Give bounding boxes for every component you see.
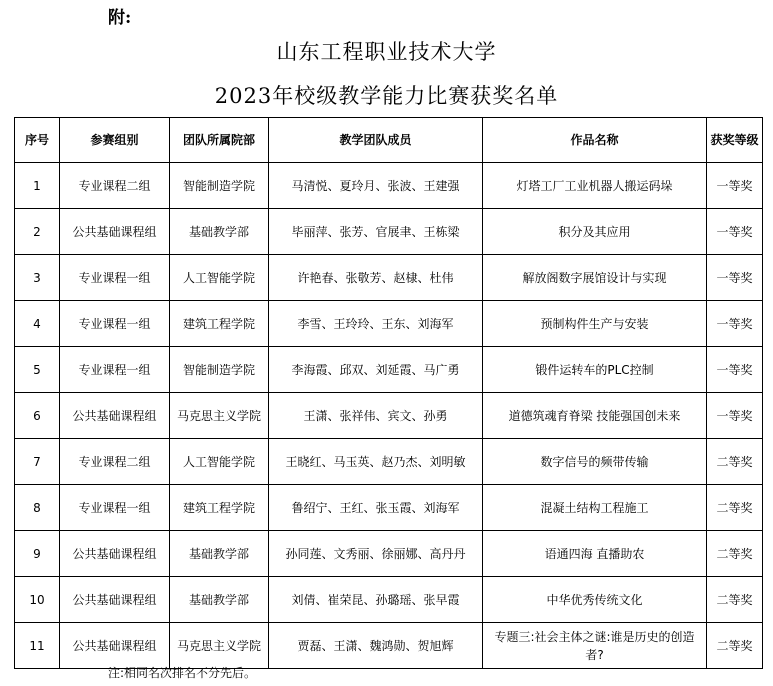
table-row [15, 393, 763, 439]
cell-department: 基础教学部 [170, 531, 269, 577]
cell-members: 鲁绍宁、王红、张玉霞、刘海军 [269, 485, 483, 531]
cell-index: 6 [15, 393, 60, 439]
table-row [15, 485, 763, 531]
table-row [15, 255, 763, 301]
cell-work-title: 语通四海 直播助农 [483, 531, 707, 577]
table-row [15, 347, 763, 393]
cell-index: 10 [15, 577, 60, 623]
cell-group: 专业课程一组 [60, 255, 170, 301]
cell-group: 专业课程一组 [60, 301, 170, 347]
header-group: 参赛组别 [60, 118, 170, 163]
appendix-label: 附: [108, 8, 132, 28]
cell-members: 毕丽萍、张芳、官展聿、王栋梁 [269, 209, 483, 255]
cell-work-title: 锻件运转车的PLC控制 [483, 347, 707, 393]
cell-award-level: 二等奖 [707, 623, 763, 669]
cell-group: 公共基础课程组 [60, 577, 170, 623]
table-row [15, 623, 763, 669]
table-row [15, 209, 763, 255]
cell-members: 贾磊、王潇、魏鸿勋、贺旭辉 [269, 623, 483, 669]
cell-department: 智能制造学院 [170, 347, 269, 393]
cell-department: 人工智能学院 [170, 439, 269, 485]
cell-award-level: 二等奖 [707, 485, 763, 531]
header-work-title: 作品名称 [483, 118, 707, 163]
cell-work-title: 中华优秀传统文化 [483, 577, 707, 623]
list-title: 2023年校级教学能力比赛获奖名单 [214, 84, 559, 108]
cell-department: 人工智能学院 [170, 255, 269, 301]
header-index: 序号 [15, 118, 60, 163]
cell-index: 11 [15, 623, 60, 669]
university-title: 山东工程职业技术大学 [276, 40, 497, 64]
cell-group: 专业课程一组 [60, 485, 170, 531]
cell-group: 公共基础课程组 [60, 393, 170, 439]
cell-award-level: 二等奖 [707, 531, 763, 577]
cell-award-level: 一等奖 [707, 393, 763, 439]
cell-award-level: 一等奖 [707, 255, 763, 301]
cell-index: 7 [15, 439, 60, 485]
cell-department: 基础教学部 [170, 577, 269, 623]
cell-group: 公共基础课程组 [60, 209, 170, 255]
cell-group: 专业课程一组 [60, 347, 170, 393]
table-row [15, 163, 763, 209]
cell-index: 4 [15, 301, 60, 347]
cell-award-level: 一等奖 [707, 163, 763, 209]
cell-members: 王晓红、马玉英、赵乃杰、刘明敏 [269, 439, 483, 485]
cell-work-title: 混凝土结构工程施工 [483, 485, 707, 531]
cell-work-title: 道德筑魂育脊梁 技能强国创未来 [483, 393, 707, 439]
cell-members: 刘倩、崔荣昆、孙璐瑶、张早霞 [269, 577, 483, 623]
cell-index: 2 [15, 209, 60, 255]
table-row [15, 439, 763, 485]
cell-department: 基础教学部 [170, 209, 269, 255]
cell-award-level: 二等奖 [707, 439, 763, 485]
cell-index: 3 [15, 255, 60, 301]
cell-department: 智能制造学院 [170, 163, 269, 209]
cell-award-level: 一等奖 [707, 347, 763, 393]
cell-department: 马克思主义学院 [170, 623, 269, 669]
cell-group: 专业课程二组 [60, 163, 170, 209]
cell-index: 8 [15, 485, 60, 531]
cell-award-level: 一等奖 [707, 209, 763, 255]
cell-department: 建筑工程学院 [170, 301, 269, 347]
header-department: 团队所属院部 [170, 118, 269, 163]
cell-index: 1 [15, 163, 60, 209]
table-header [15, 118, 763, 163]
cell-award-level: 二等奖 [707, 577, 763, 623]
table-row [15, 301, 763, 347]
cell-award-level: 一等奖 [707, 301, 763, 347]
header-row [15, 118, 763, 163]
cell-work-title: 专题三:社会主体之谜:谁是历史的创造者? [483, 623, 707, 669]
cell-members: 马清悦、夏玲月、张波、王建强 [269, 163, 483, 209]
cell-members: 李雪、王玲玲、王东、刘海军 [269, 301, 483, 347]
cell-members: 孙同莲、文秀丽、徐丽娜、高丹丹 [269, 531, 483, 577]
cell-members: 王潇、张祥伟、宾文、孙勇 [269, 393, 483, 439]
cell-group: 专业课程二组 [60, 439, 170, 485]
header-members: 教学团队成员 [269, 118, 483, 163]
table-row [15, 531, 763, 577]
cell-department: 马克思主义学院 [170, 393, 269, 439]
header-award-level: 获奖等级 [707, 118, 763, 163]
cell-work-title: 预制构件生产与安装 [483, 301, 707, 347]
cell-members: 李海霞、邱双、刘延霞、马广勇 [269, 347, 483, 393]
cell-work-title: 解放阁数字展馆设计与实现 [483, 255, 707, 301]
cell-group: 公共基础课程组 [60, 531, 170, 577]
cell-index: 9 [15, 531, 60, 577]
footnote: 注:相同名次排名不分先后。 [108, 666, 257, 680]
cell-work-title: 数字信号的频带传输 [483, 439, 707, 485]
cell-department: 建筑工程学院 [170, 485, 269, 531]
table-row [15, 577, 763, 623]
cell-work-title: 积分及其应用 [483, 209, 707, 255]
cell-members: 许艳春、张敬芳、赵棣、杜伟 [269, 255, 483, 301]
cell-index: 5 [15, 347, 60, 393]
awards-table [14, 117, 763, 669]
cell-group: 公共基础课程组 [60, 623, 170, 669]
cell-work-title: 灯塔工厂工业机器人搬运码垛 [483, 163, 707, 209]
table-body [15, 163, 763, 669]
